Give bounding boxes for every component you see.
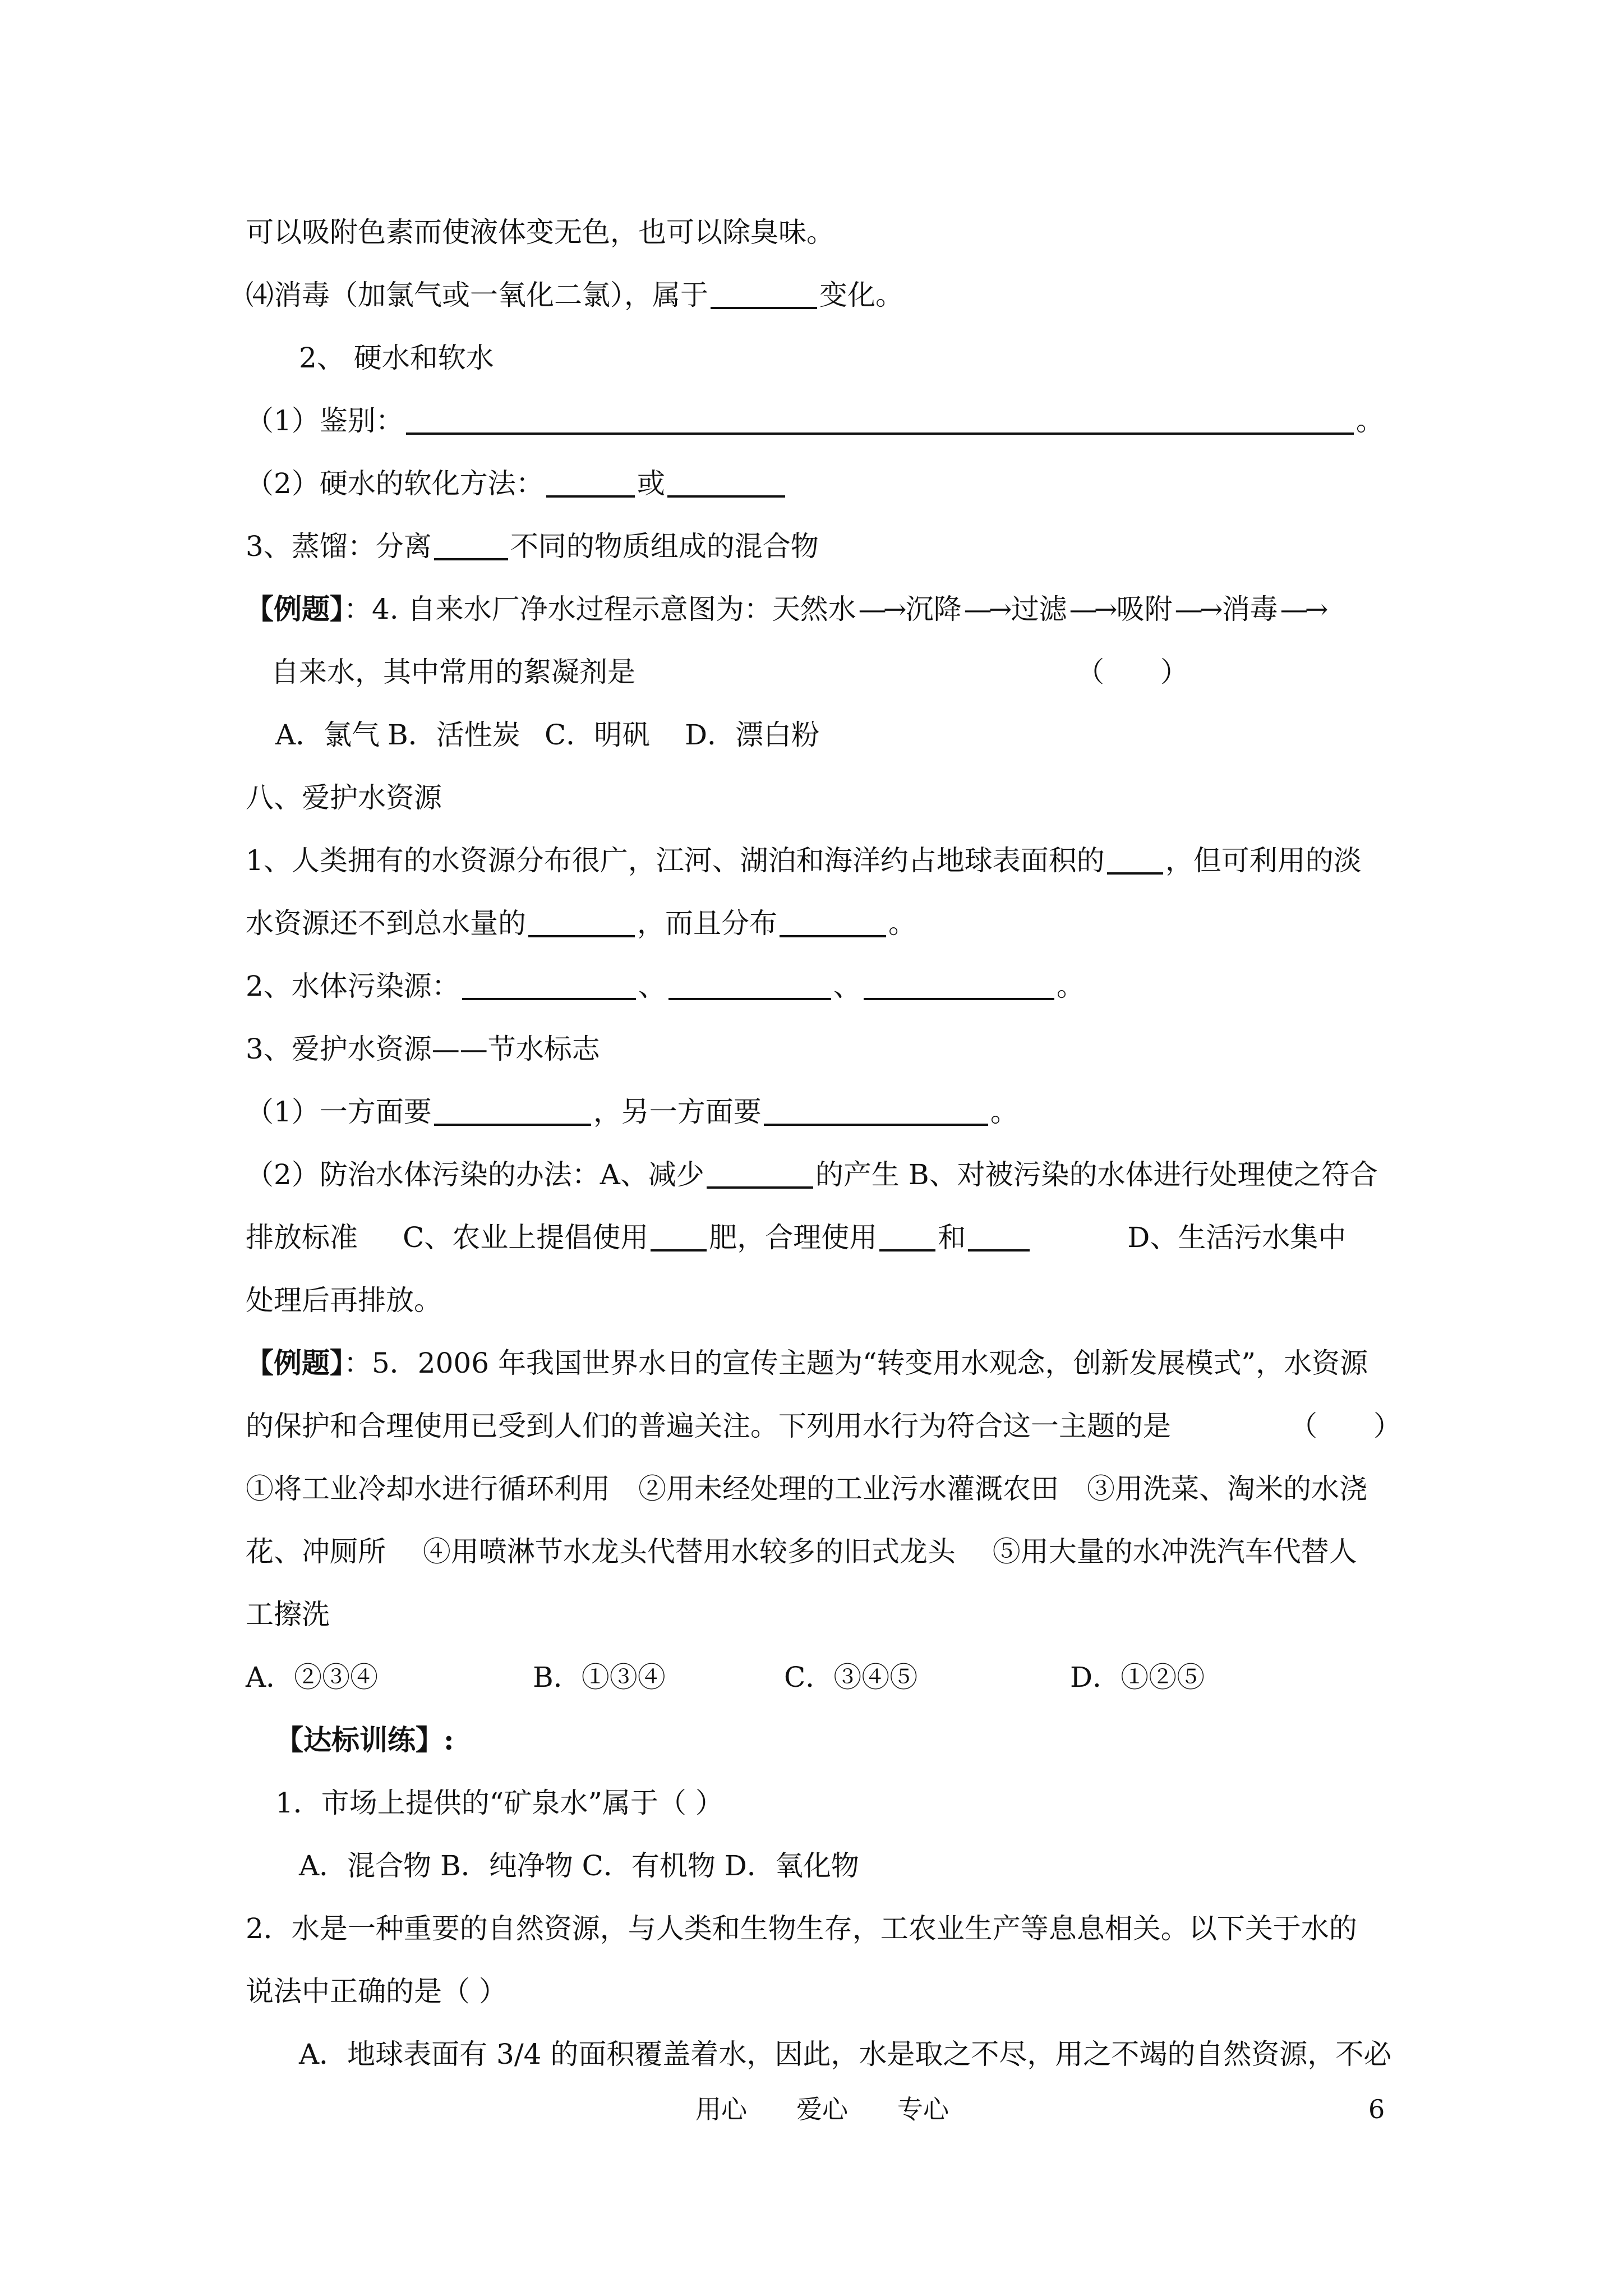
answer-options	[275, 715, 1401, 755]
footer-motto-1: 用心	[695, 2094, 747, 2124]
option[interactable]: A．②③④	[246, 1661, 379, 1694]
blank[interactable]	[780, 906, 886, 937]
blank[interactable]	[711, 278, 817, 309]
text-line: ①将工业冷却水进行循环利用 ②用未经处理的工业污水灌溉农田 ③用洗菜、淘米的水浇	[246, 1473, 1367, 1505]
blank[interactable]	[667, 466, 785, 498]
blank[interactable]	[546, 466, 635, 498]
blank[interactable]	[462, 969, 636, 1000]
blank[interactable]	[434, 1094, 591, 1126]
section-heading: 2、 硬水和软水	[299, 342, 494, 374]
text-line: 3、蒸馏：分离 不同的物质组成的混合物	[246, 530, 819, 563]
option[interactable]: B．活性炭	[388, 719, 520, 751]
text-line: （1）一方面要 ，另一方面要 。	[246, 1096, 1018, 1128]
option[interactable]: B．①③④	[533, 1661, 666, 1694]
blank[interactable]	[968, 1220, 1030, 1251]
text-line: 3、爱护水资源——节水标志	[246, 1033, 600, 1065]
blank[interactable]	[651, 1220, 707, 1251]
text-line: 的保护和合理使用已受到人们的普遍关注。下列用水行为符合这一主题的是 （ ）	[246, 1406, 1401, 1446]
text-line: 工擦洗	[246, 1598, 330, 1631]
footer-motto-2: 爱心	[796, 2094, 848, 2124]
example-question: 【例题】：5．2006 年我国世界水日的宣传主题为“转变用水观念，创新发展模式”，水资源	[246, 1346, 1368, 1379]
text-line: 可以吸附色素而使液体变无色，也可以除臭味。	[246, 216, 834, 249]
text-line: （2）硬水的软化方法： 或	[246, 463, 1401, 504]
blank[interactable]	[707, 1157, 813, 1189]
text-line: （2）防治水体污染的办法：A、减少 的产生 B、对被污染的水体进行处理使之符合	[246, 1158, 1378, 1191]
answer-options: A．混合物 B．纯净物 C．有机物 D．氧化物	[299, 1849, 859, 1882]
page-number: 6	[1368, 2094, 1385, 2124]
text-line: 花、冲厕所 ④用喷淋节水龙头代替用水较多的旧式龙头 ⑤用大量的水冲洗汽车代替人	[246, 1535, 1357, 1568]
text-line: 2、水体污染源： 、 、 。	[246, 970, 1085, 1002]
blank[interactable]	[434, 529, 508, 560]
footer-motto-3: 专心	[897, 2094, 949, 2124]
blank[interactable]	[528, 906, 635, 937]
blank[interactable]	[668, 969, 831, 1000]
text-line: A．地球表面有 3/4 的面积覆盖着水，因此，水是取之不尽，用之不竭的自然资源，不必	[299, 2038, 1392, 2070]
option[interactable]: D．①②⑤	[1070, 1661, 1205, 1694]
blank[interactable]	[879, 1220, 935, 1251]
blank[interactable]	[1107, 843, 1163, 875]
option[interactable]: C．③④⑤	[784, 1661, 918, 1694]
answer-options	[246, 1657, 1401, 1697]
text-line: （1）鉴别： 。	[246, 404, 1384, 437]
blank[interactable]	[406, 403, 1354, 435]
text-line: 2．水是一种重要的自然资源，与人类和生物生存，工农业生产等息息相关。以下关于水的	[246, 1912, 1357, 1945]
answer-paren[interactable]: （ ）	[1076, 656, 1188, 688]
blank[interactable]	[764, 1094, 988, 1126]
text-line: 排放标准 C、农业上提倡使用 肥，合理使用 和 D、生活污水集中	[246, 1221, 1347, 1254]
blank[interactable]	[864, 969, 1054, 1000]
text-line: 自来水，其中常用的絮凝剂是 （ ）	[271, 652, 1401, 692]
option[interactable]: C．明矾	[545, 719, 651, 751]
text-line: 1．市场上提供的“矿泉水”属于（ ）	[275, 1787, 723, 1819]
text-line: 处理后再排放。	[246, 1284, 442, 1317]
section-heading: 【达标训练】:	[275, 1723, 454, 1756]
option[interactable]: D．漂白粉	[685, 719, 820, 751]
text-line: 说法中正确的是（ ）	[246, 1975, 507, 2008]
text-line: 水资源还不到总水量的 ，而且分布 。	[246, 907, 916, 940]
section-heading: 八、爱护水资源	[246, 781, 442, 814]
text-line: 1、人类拥有的水资源分布很广，江河、湖泊和海洋约占地球表面积的 ，但可利用的淡	[246, 844, 1362, 877]
example-question: 【例题】：4. 自来水厂净水过程示意图为：天然水—→沉降—→过滤—→吸附—→消毒—→	[246, 592, 1325, 625]
answer-paren[interactable]: （ ）	[1289, 1410, 1401, 1442]
option[interactable]: A．氯气	[275, 719, 380, 751]
text-line: ⑷消毒（加氯气或一氧化二氯），属于 变化。	[246, 279, 903, 311]
